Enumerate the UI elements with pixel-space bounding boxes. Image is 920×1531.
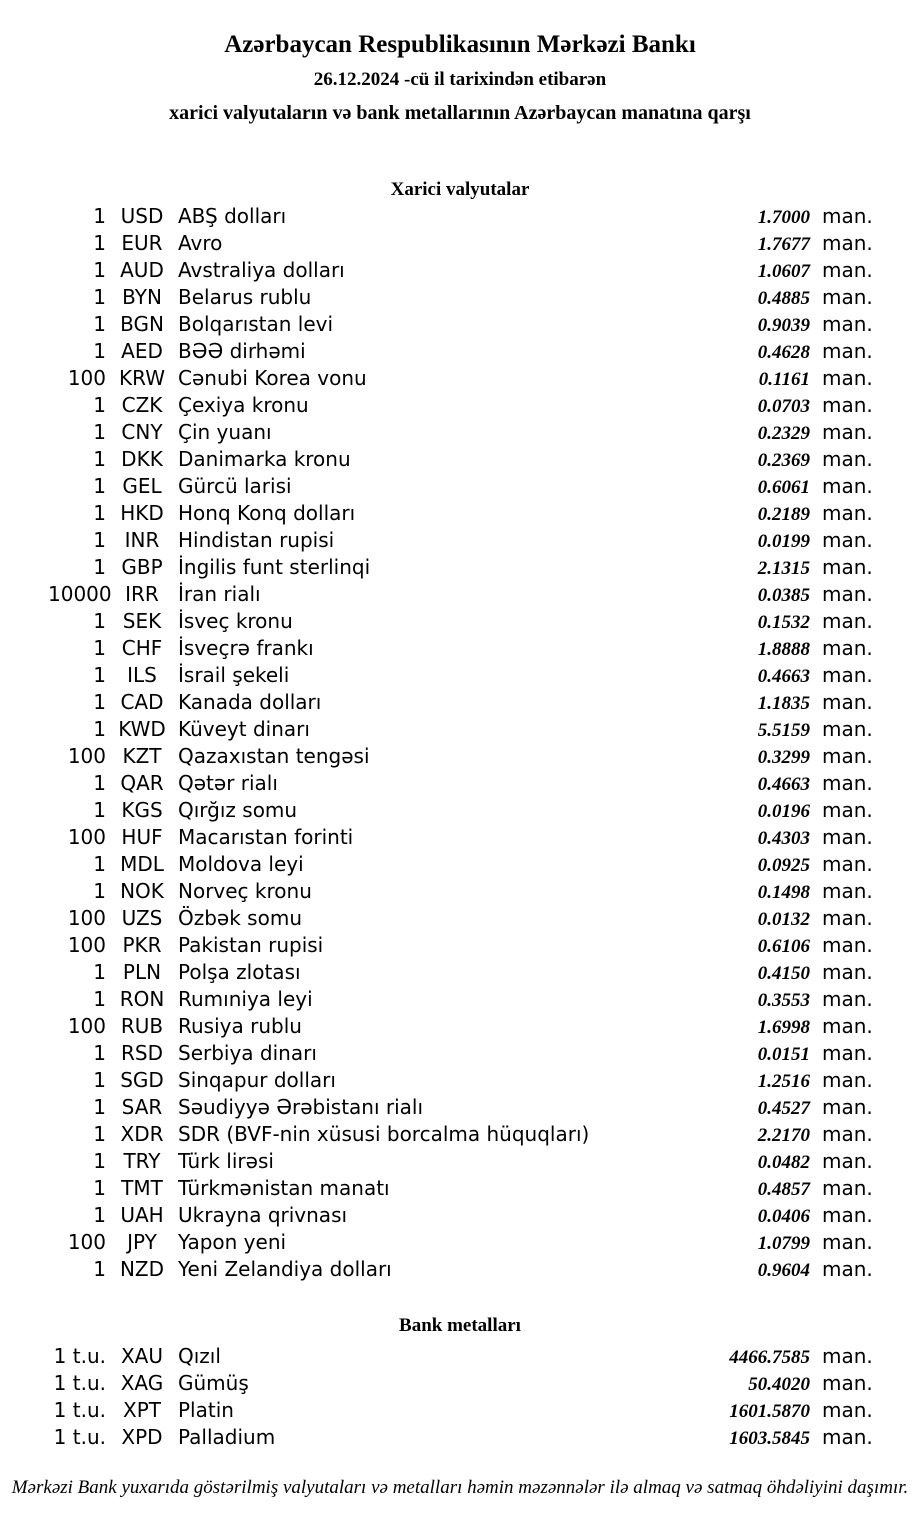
- name: İngilis funt sterlinqi: [178, 555, 371, 579]
- unit-label: man.: [822, 987, 873, 1011]
- name: BƏƏ dirhəmi: [178, 339, 306, 363]
- rate-value: 2.1315: [757, 558, 810, 579]
- rate-value: 0.1532: [757, 612, 810, 633]
- quantity: 1 t.u.: [53, 1344, 106, 1368]
- code: NZD: [119, 1257, 165, 1281]
- rate-value: 1.6998: [757, 1017, 810, 1038]
- currency-row: [0, 339, 920, 366]
- name: Serbiya dinarı: [178, 1041, 317, 1065]
- unit-label: man.: [822, 825, 873, 849]
- unit-label: man.: [822, 420, 873, 444]
- rate-value: 0.4857: [757, 1179, 810, 1200]
- code: GBP: [121, 555, 163, 579]
- quantity: 1: [93, 1122, 106, 1146]
- name: Sinqapur dolları: [178, 1068, 336, 1092]
- currency-row: [0, 420, 920, 447]
- unit-label: man.: [822, 312, 873, 336]
- rate-value: 0.2329: [757, 423, 810, 444]
- code: AUD: [120, 258, 164, 282]
- currency-row: [0, 582, 920, 609]
- unit-label: man.: [822, 1095, 873, 1119]
- name: İsveçrə frankı: [178, 636, 314, 660]
- name: Qətər rialı: [178, 771, 278, 795]
- name: Bolqarıstan levi: [178, 312, 334, 336]
- quantity: 100: [67, 906, 106, 930]
- code: GEL: [122, 474, 162, 498]
- code: JPY: [127, 1230, 157, 1254]
- unit-label: man.: [822, 879, 873, 903]
- currency-row: [0, 393, 920, 420]
- quantity: 1: [93, 609, 106, 633]
- currency-row: [0, 1149, 920, 1176]
- code: KZT: [122, 744, 162, 768]
- unit-label: man.: [822, 1068, 873, 1092]
- quantity: 100: [67, 1230, 106, 1254]
- quantity: 100: [67, 825, 106, 849]
- name: SDR (BVF-nin xüsusi borcalma hüquqları): [178, 1122, 590, 1146]
- unit-label: man.: [822, 933, 873, 957]
- rate-value: 1.0799: [757, 1233, 810, 1254]
- unit-label: man.: [822, 339, 873, 363]
- quantity: 1: [93, 447, 106, 471]
- code: ILS: [127, 663, 157, 687]
- code: KWD: [118, 717, 166, 741]
- quantity: 1: [93, 501, 106, 525]
- currency-row: [0, 852, 920, 879]
- code: HKD: [120, 501, 164, 525]
- name: Macarıstan forinti: [178, 825, 354, 849]
- code: XDR: [120, 1122, 164, 1146]
- unit-label: man.: [822, 1371, 873, 1395]
- currency-row: [0, 204, 920, 231]
- document-subtitle: xarici valyutaların və bank metallarının Azərbaycan manatına qarşı: [169, 102, 751, 124]
- rate-value: 1.8888: [757, 639, 810, 660]
- currency-row: [0, 231, 920, 258]
- quantity: 1: [93, 852, 106, 876]
- code: DKK: [121, 447, 163, 471]
- quantity: 1: [93, 771, 106, 795]
- code: RSD: [121, 1041, 163, 1065]
- rate-value: 0.1161: [758, 369, 810, 390]
- name: Platin: [178, 1398, 234, 1422]
- unit-label: man.: [822, 1041, 873, 1065]
- unit-label: man.: [822, 231, 873, 255]
- unit-label: man.: [822, 906, 873, 930]
- unit-label: man.: [822, 771, 873, 795]
- quantity: 1: [93, 1203, 106, 1227]
- name: ABŞ dolları: [178, 204, 287, 228]
- code: KRW: [119, 366, 165, 390]
- name: Küveyt dinarı: [178, 717, 310, 741]
- quantity: 1: [93, 339, 106, 363]
- code: CNY: [121, 420, 163, 444]
- rate-value: 0.2369: [757, 450, 810, 471]
- unit-label: man.: [822, 528, 873, 552]
- unit-label: man.: [822, 1230, 873, 1254]
- unit-label: man.: [822, 204, 873, 228]
- quantity: 1: [93, 636, 106, 660]
- code: RUB: [120, 1014, 164, 1038]
- currency-row: [0, 366, 920, 393]
- unit-label: man.: [822, 798, 873, 822]
- code: CAD: [120, 690, 164, 714]
- code: MDL: [120, 852, 164, 876]
- quantity: 1: [93, 312, 106, 336]
- code: TMT: [121, 1176, 163, 1200]
- unit-label: man.: [822, 744, 873, 768]
- unit-label: man.: [822, 285, 873, 309]
- code: QAR: [120, 771, 164, 795]
- rate-value: 0.4885: [757, 288, 810, 309]
- currency-row: [0, 1095, 920, 1122]
- quantity: 1: [93, 1041, 106, 1065]
- currency-row: [0, 960, 920, 987]
- code: PKR: [122, 933, 162, 957]
- unit-label: man.: [822, 852, 873, 876]
- code: NOK: [120, 879, 164, 903]
- rate-value: 1.7677: [757, 234, 810, 255]
- unit-label: man.: [822, 447, 873, 471]
- quantity: 10000: [48, 582, 112, 606]
- unit-label: man.: [822, 1149, 873, 1173]
- quantity: 1: [93, 717, 106, 741]
- name: İran rialı: [178, 582, 261, 606]
- name: Honq Konq dolları: [178, 501, 356, 525]
- currency-row: [0, 528, 920, 555]
- quantity: 1: [93, 987, 106, 1011]
- code: SEK: [122, 609, 162, 633]
- quantity: 1: [93, 258, 106, 282]
- rate-value: 1.2516: [757, 1071, 810, 1092]
- quantity: 100: [67, 744, 106, 768]
- currency-row: [0, 879, 920, 906]
- rate-value: 1.0607: [757, 261, 810, 282]
- unit-label: man.: [822, 609, 873, 633]
- code: EUR: [121, 231, 163, 255]
- code: TRY: [123, 1149, 161, 1173]
- name: Qızıl: [178, 1344, 221, 1368]
- unit-label: man.: [822, 474, 873, 498]
- currency-row: [0, 609, 920, 636]
- code: XPD: [121, 1425, 163, 1449]
- name: Çexiya kronu: [178, 393, 309, 417]
- rate-value: 0.3299: [757, 747, 810, 768]
- name: Avstraliya dolları: [178, 258, 345, 282]
- currency-row: [0, 1230, 920, 1257]
- currency-row: [0, 771, 920, 798]
- rate-value: 0.4527: [757, 1098, 810, 1119]
- name: Türkmənistan manatı: [178, 1176, 390, 1200]
- quantity: 100: [67, 1014, 106, 1038]
- unit-label: man.: [822, 1203, 873, 1227]
- rate-value: 0.0199: [757, 531, 810, 552]
- code: XPT: [123, 1398, 161, 1422]
- name: Qazaxıstan tengəsi: [178, 744, 370, 768]
- currency-row: [0, 1122, 920, 1149]
- metals-section-title: Bank metalları: [399, 1315, 521, 1336]
- quantity: 1 t.u.: [53, 1371, 106, 1395]
- name: Pakistan rupisi: [178, 933, 324, 957]
- unit-label: man.: [822, 960, 873, 984]
- rate-value: 0.4150: [757, 963, 810, 984]
- currency-row: [0, 1176, 920, 1203]
- quantity: 1: [93, 1095, 106, 1119]
- rate-value: 0.2189: [757, 504, 810, 525]
- code: RON: [119, 987, 165, 1011]
- name: Rumıniya leyi: [178, 987, 313, 1011]
- rate-value: 1603.5845: [729, 1428, 810, 1449]
- quantity: 100: [67, 933, 106, 957]
- rate-value: 0.0482: [757, 1152, 810, 1173]
- name: Palladium: [178, 1425, 276, 1449]
- quantity: 1: [93, 1068, 106, 1092]
- code: XAU: [120, 1344, 164, 1368]
- rate-value: 2.2170: [757, 1125, 810, 1146]
- quantity: 1: [93, 1257, 106, 1281]
- rate-value: 5.5159: [757, 720, 810, 741]
- name: Özbək somu: [178, 906, 302, 930]
- name: Rusiya rublu: [178, 1014, 302, 1038]
- rate-value: 0.0132: [757, 909, 810, 930]
- unit-label: man.: [822, 663, 873, 687]
- quantity: 1: [93, 879, 106, 903]
- currency-row: [0, 447, 920, 474]
- quantity: 1 t.u.: [53, 1425, 106, 1449]
- code: SAR: [121, 1095, 163, 1119]
- rate-value: 0.0385: [757, 585, 810, 606]
- quantity: 1: [93, 204, 106, 228]
- quantity: 1: [93, 474, 106, 498]
- currency-row: [0, 933, 920, 960]
- currency-row: [0, 744, 920, 771]
- unit-label: man.: [822, 636, 873, 660]
- name: Hindistan rupisi: [178, 528, 335, 552]
- rate-value: 0.3553: [757, 990, 810, 1011]
- quantity: 1: [93, 555, 106, 579]
- rate-value: 0.0196: [757, 801, 810, 822]
- quantity: 1: [93, 960, 106, 984]
- metal-rows: [0, 1344, 920, 1452]
- currency-row: [0, 555, 920, 582]
- currency-row: [0, 258, 920, 285]
- code: PLN: [122, 960, 162, 984]
- unit-label: man.: [822, 717, 873, 741]
- unit-label: man.: [822, 555, 873, 579]
- unit-label: man.: [822, 1398, 873, 1422]
- name: İsveç kronu: [178, 609, 293, 633]
- obligation-note: Mərkəzi Bank yuxarıda göstərilmiş valyutaları və metalları həmin məzənnələr ilə almaq və satmaq öhdəliyini daşımır.: [11, 1477, 909, 1498]
- currency-row: [0, 501, 920, 528]
- rate-value: 0.0703: [757, 396, 810, 417]
- currencies-section-title: Xarici valyutalar: [390, 179, 530, 200]
- unit-label: man.: [822, 258, 873, 282]
- rate-value: 0.9039: [757, 315, 810, 336]
- code: BYN: [122, 285, 162, 309]
- quantity: 1: [93, 663, 106, 687]
- unit-label: man.: [822, 501, 873, 525]
- code: CZK: [121, 393, 163, 417]
- name: Türk lirəsi: [178, 1149, 274, 1173]
- name: Danimarka kronu: [178, 447, 351, 471]
- currency-row: [0, 1203, 920, 1230]
- rate-value: 1.1835: [757, 693, 810, 714]
- page-title: Azərbaycan Respublikasının Mərkəzi Bankı: [224, 31, 696, 58]
- unit-label: man.: [822, 366, 873, 390]
- name: Qırğız somu: [178, 798, 298, 822]
- rate-value: 0.0925: [757, 855, 810, 876]
- currency-rows: [0, 204, 920, 1284]
- name: İsrail şekeli: [178, 663, 290, 687]
- currency-row: [0, 798, 920, 825]
- quantity: 1: [93, 420, 106, 444]
- currency-row: [0, 690, 920, 717]
- name: Kanada dolları: [178, 690, 322, 714]
- quantity: 1: [93, 798, 106, 822]
- name: Yeni Zelandiya dolları: [178, 1257, 392, 1281]
- rate-value: 0.6061: [757, 477, 810, 498]
- code: BGN: [120, 312, 164, 336]
- code: CHF: [121, 636, 163, 660]
- currency-row: [0, 1041, 920, 1068]
- unit-label: man.: [822, 1014, 873, 1038]
- currency-row: [0, 987, 920, 1014]
- quantity: 1 t.u.: [53, 1398, 106, 1422]
- name: Ukrayna qrivnası: [178, 1203, 348, 1227]
- effective-date: 26.12.2024 -cü il tarixindən etibarən: [313, 69, 607, 90]
- name: Gürcü larisi: [178, 474, 292, 498]
- code: UAH: [120, 1203, 164, 1227]
- currency-row: [0, 636, 920, 663]
- metal-row: [0, 1344, 920, 1371]
- rate-value: 0.6106: [757, 936, 810, 957]
- code: IRR: [125, 582, 159, 606]
- code: INR: [124, 528, 160, 552]
- currency-row: [0, 285, 920, 312]
- rate-value: 0.0406: [757, 1206, 810, 1227]
- rate-value: 0.4663: [757, 774, 810, 795]
- currency-row: [0, 1014, 920, 1041]
- name: Səudiyyə Ərəbistanı rialı: [178, 1095, 424, 1119]
- code: SGD: [120, 1068, 164, 1092]
- currency-row: [0, 906, 920, 933]
- metal-row: [0, 1398, 920, 1425]
- currency-row: [0, 1068, 920, 1095]
- name: Norveç kronu: [178, 879, 312, 903]
- rate-value: 0.0151: [757, 1044, 810, 1065]
- quantity: 1: [93, 393, 106, 417]
- currency-row: [0, 474, 920, 501]
- currency-row: [0, 1257, 920, 1284]
- code: UZS: [121, 906, 163, 930]
- name: Cənubi Korea vonu: [178, 366, 367, 390]
- quantity: 1: [93, 528, 106, 552]
- name: Avro: [178, 231, 223, 255]
- currency-row: [0, 717, 920, 744]
- code: XAG: [120, 1371, 164, 1395]
- quantity: 1: [93, 1176, 106, 1200]
- name: Belarus rublu: [178, 285, 312, 309]
- code: USD: [120, 204, 164, 228]
- rate-value: 0.9604: [757, 1260, 810, 1281]
- unit-label: man.: [822, 690, 873, 714]
- currency-row: [0, 663, 920, 690]
- rate-value: 0.1498: [757, 882, 810, 903]
- rate-value: 50.4020: [748, 1374, 810, 1395]
- metal-row: [0, 1371, 920, 1398]
- unit-label: man.: [822, 1176, 873, 1200]
- code: AED: [121, 339, 163, 363]
- document-header: [0, 0, 920, 126]
- rate-value: 0.4663: [757, 666, 810, 687]
- quantity: 100: [67, 366, 106, 390]
- unit-label: man.: [822, 393, 873, 417]
- rate-value: 1601.5870: [729, 1401, 810, 1422]
- quantity: 1: [93, 285, 106, 309]
- code: HUF: [121, 825, 163, 849]
- code: KGS: [121, 798, 163, 822]
- quantity: 1: [93, 690, 106, 714]
- name: Polşa zlotası: [178, 960, 301, 984]
- rate-value: 1.7000: [757, 207, 810, 228]
- name: Gümüş: [178, 1371, 249, 1395]
- unit-label: man.: [822, 1425, 873, 1449]
- currency-row: [0, 312, 920, 339]
- quantity: 1: [93, 231, 106, 255]
- quantity: 1: [93, 1149, 106, 1173]
- rate-value: 0.4628: [757, 342, 810, 363]
- name: Çin yuanı: [178, 420, 272, 444]
- name: Moldova leyi: [178, 852, 304, 876]
- rate-value: 4466.7585: [729, 1347, 810, 1368]
- unit-label: man.: [822, 1344, 873, 1368]
- metal-row: [0, 1425, 920, 1452]
- rate-value: 0.4303: [757, 828, 810, 849]
- name: Yapon yeni: [178, 1230, 287, 1254]
- currency-row: [0, 825, 920, 852]
- unit-label: man.: [822, 1257, 873, 1281]
- unit-label: man.: [822, 582, 873, 606]
- unit-label: man.: [822, 1122, 873, 1146]
